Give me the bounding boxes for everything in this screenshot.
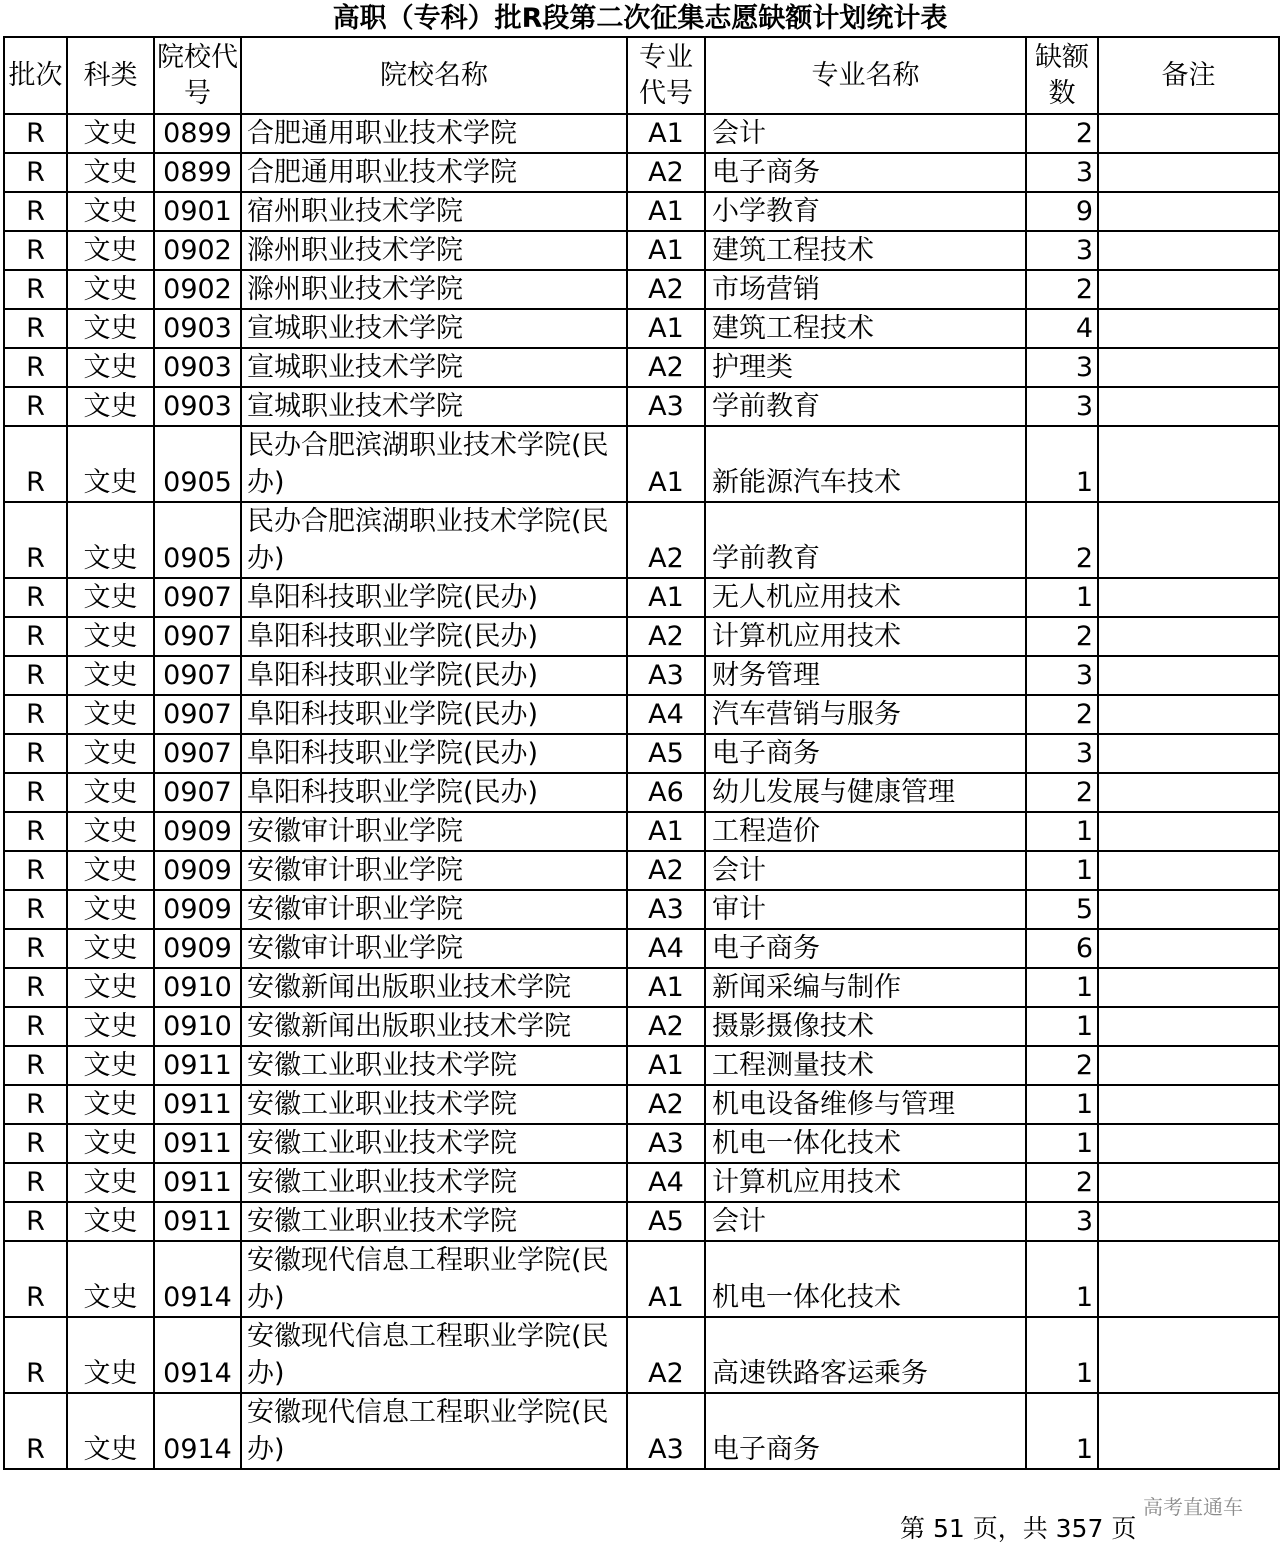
cell-school-code: 0910 <box>154 1007 241 1046</box>
cell-shortfall-count: 3 <box>1026 231 1098 270</box>
cell-category: 文史 <box>67 695 154 734</box>
cell-school-code: 0909 <box>154 929 241 968</box>
cell-shortfall-count: 1 <box>1026 578 1098 617</box>
cell-remarks <box>1098 656 1279 695</box>
cell-batch: R <box>4 1241 67 1317</box>
cell-category: 文史 <box>67 1202 154 1241</box>
cell-school-name: 宿州职业技术学院 <box>241 192 627 231</box>
cell-batch: R <box>4 426 67 502</box>
cell-shortfall-count: 1 <box>1026 851 1098 890</box>
cell-school-name: 阜阳科技职业学院(民办) <box>241 617 627 656</box>
cell-school-code: 0903 <box>154 387 241 426</box>
cell-major-code: A3 <box>627 656 705 695</box>
page-number: 第 51 页，共 357 页 <box>900 1514 1137 1543</box>
cell-category: 文史 <box>67 656 154 695</box>
cell-remarks <box>1098 1163 1279 1202</box>
cell-remarks <box>1098 812 1279 851</box>
cell-major-code: A1 <box>627 812 705 851</box>
cell-category: 文史 <box>67 812 154 851</box>
table-row <box>4 1163 1279 1202</box>
cell-major-name: 学前教育 <box>705 387 1026 426</box>
cell-school-name: 阜阳科技职业学院(民办) <box>241 734 627 773</box>
cell-shortfall-count: 1 <box>1026 1007 1098 1046</box>
cell-school-name: 安徽审计职业学院 <box>241 851 627 890</box>
cell-category: 文史 <box>67 1393 154 1469</box>
cell-school-name: 阜阳科技职业学院(民办) <box>241 656 627 695</box>
cell-batch: R <box>4 968 67 1007</box>
cell-shortfall-count: 3 <box>1026 348 1098 387</box>
cell-school-code: 0911 <box>154 1124 241 1163</box>
cell-major-code: A1 <box>627 309 705 348</box>
cell-category: 文史 <box>67 734 154 773</box>
cell-major-name: 护理类 <box>705 348 1026 387</box>
cell-school-code: 0903 <box>154 348 241 387</box>
header-major-name: 专业名称 <box>705 37 1026 114</box>
cell-batch: R <box>4 1317 67 1393</box>
cell-category: 文史 <box>67 890 154 929</box>
cell-shortfall-count: 4 <box>1026 309 1098 348</box>
cell-major-code: A1 <box>627 968 705 1007</box>
cell-major-name: 摄影摄像技术 <box>705 1007 1026 1046</box>
table-row <box>4 1124 1279 1163</box>
cell-remarks <box>1098 890 1279 929</box>
cell-remarks <box>1098 348 1279 387</box>
cell-category: 文史 <box>67 929 154 968</box>
cell-major-name: 建筑工程技术 <box>705 309 1026 348</box>
cell-category: 文史 <box>67 502 154 578</box>
cell-school-name: 滁州职业技术学院 <box>241 270 627 309</box>
cell-remarks <box>1098 1046 1279 1085</box>
table-row <box>4 968 1279 1007</box>
cell-shortfall-count: 9 <box>1026 192 1098 231</box>
cell-major-name: 市场营销 <box>705 270 1026 309</box>
cell-major-code: A3 <box>627 1393 705 1469</box>
cell-batch: R <box>4 734 67 773</box>
cell-major-code: A5 <box>627 734 705 773</box>
table-row <box>4 1046 1279 1085</box>
cell-school-name: 安徽新闻出版职业技术学院 <box>241 1007 627 1046</box>
cell-batch: R <box>4 695 67 734</box>
cell-major-code: A1 <box>627 426 705 502</box>
cell-school-code: 0907 <box>154 734 241 773</box>
cell-school-code: 0909 <box>154 890 241 929</box>
cell-batch: R <box>4 231 67 270</box>
table-row <box>4 114 1279 153</box>
cell-major-name: 无人机应用技术 <box>705 578 1026 617</box>
cell-major-code: A3 <box>627 1124 705 1163</box>
cell-shortfall-count: 1 <box>1026 968 1098 1007</box>
cell-school-name: 宣城职业技术学院 <box>241 387 627 426</box>
cell-remarks <box>1098 617 1279 656</box>
cell-school-name: 滁州职业技术学院 <box>241 231 627 270</box>
cell-batch: R <box>4 773 67 812</box>
cell-shortfall-count: 5 <box>1026 890 1098 929</box>
cell-major-code: A2 <box>627 1317 705 1393</box>
cell-school-code: 0911 <box>154 1202 241 1241</box>
cell-remarks <box>1098 1317 1279 1393</box>
cell-category: 文史 <box>67 1085 154 1124</box>
cell-category: 文史 <box>67 968 154 1007</box>
table-row <box>4 153 1279 192</box>
cell-category: 文史 <box>67 114 154 153</box>
cell-batch: R <box>4 153 67 192</box>
cell-major-code: A3 <box>627 890 705 929</box>
cell-major-code: A2 <box>627 851 705 890</box>
cell-major-name: 电子商务 <box>705 734 1026 773</box>
cell-major-name: 新闻采编与制作 <box>705 968 1026 1007</box>
cell-remarks <box>1098 734 1279 773</box>
cell-category: 文史 <box>67 309 154 348</box>
cell-major-code: A2 <box>627 270 705 309</box>
cell-remarks <box>1098 192 1279 231</box>
cell-category: 文史 <box>67 1046 154 1085</box>
cell-school-code: 0914 <box>154 1317 241 1393</box>
cell-remarks <box>1098 851 1279 890</box>
cell-school-name: 安徽工业职业技术学院 <box>241 1202 627 1241</box>
table-row <box>4 890 1279 929</box>
cell-major-code: A2 <box>627 502 705 578</box>
cell-category: 文史 <box>67 387 154 426</box>
cell-category: 文史 <box>67 153 154 192</box>
cell-major-code: A1 <box>627 1046 705 1085</box>
cell-batch: R <box>4 890 67 929</box>
cell-school-code: 0907 <box>154 617 241 656</box>
cell-school-name: 安徽新闻出版职业技术学院 <box>241 968 627 1007</box>
table-row <box>4 387 1279 426</box>
cell-school-code: 0907 <box>154 773 241 812</box>
cell-remarks <box>1098 309 1279 348</box>
table-row <box>4 617 1279 656</box>
cell-school-code: 0914 <box>154 1241 241 1317</box>
cell-shortfall-count: 3 <box>1026 734 1098 773</box>
cell-batch: R <box>4 114 67 153</box>
cell-major-code: A1 <box>627 1241 705 1317</box>
cell-shortfall-count: 2 <box>1026 1046 1098 1085</box>
cell-shortfall-count: 2 <box>1026 270 1098 309</box>
cell-school-code: 0909 <box>154 812 241 851</box>
cell-major-code: A1 <box>627 578 705 617</box>
cell-category: 文史 <box>67 1241 154 1317</box>
cell-category: 文史 <box>67 617 154 656</box>
cell-shortfall-count: 1 <box>1026 1393 1098 1469</box>
cell-major-name: 高速铁路客运乘务 <box>705 1317 1026 1393</box>
header-shortfall-count: 缺额数 <box>1026 37 1098 114</box>
cell-batch: R <box>4 309 67 348</box>
cell-major-name: 电子商务 <box>705 153 1026 192</box>
table-row <box>4 1241 1279 1317</box>
cell-major-name: 财务管理 <box>705 656 1026 695</box>
cell-remarks <box>1098 426 1279 502</box>
cell-remarks <box>1098 929 1279 968</box>
cell-school-name: 宣城职业技术学院 <box>241 348 627 387</box>
cell-major-name: 会计 <box>705 1202 1026 1241</box>
cell-major-name: 汽车营销与服务 <box>705 695 1026 734</box>
cell-school-code: 0907 <box>154 578 241 617</box>
cell-remarks <box>1098 968 1279 1007</box>
cell-major-code: A1 <box>627 192 705 231</box>
cell-batch: R <box>4 270 67 309</box>
cell-batch: R <box>4 656 67 695</box>
cell-batch: R <box>4 1163 67 1202</box>
header-school-code: 院校代号 <box>154 37 241 114</box>
cell-major-name: 幼儿发展与健康管理 <box>705 773 1026 812</box>
document-title: 高职（专科）批R段第二次征集志愿缺额计划统计表 <box>332 3 948 34</box>
table-row <box>4 1085 1279 1124</box>
table-row <box>4 426 1279 502</box>
cell-batch: R <box>4 348 67 387</box>
cell-major-name: 新能源汽车技术 <box>705 426 1026 502</box>
cell-major-name: 机电设备维修与管理 <box>705 1085 1026 1124</box>
cell-category: 文史 <box>67 773 154 812</box>
header-category: 科类 <box>67 37 154 114</box>
cell-school-name: 安徽审计职业学院 <box>241 812 627 851</box>
cell-shortfall-count: 2 <box>1026 773 1098 812</box>
cell-batch: R <box>4 851 67 890</box>
table-row <box>4 192 1279 231</box>
table-row <box>4 695 1279 734</box>
cell-school-code: 0901 <box>154 192 241 231</box>
cell-major-code: A4 <box>627 695 705 734</box>
cell-school-code: 0902 <box>154 270 241 309</box>
cell-batch: R <box>4 578 67 617</box>
table-row <box>4 656 1279 695</box>
cell-major-name: 工程测量技术 <box>705 1046 1026 1085</box>
cell-remarks <box>1098 1124 1279 1163</box>
header-batch: 批次 <box>4 37 67 114</box>
cell-remarks <box>1098 773 1279 812</box>
table-row <box>4 1317 1279 1393</box>
cell-school-code: 0914 <box>154 1393 241 1469</box>
cell-school-code: 0903 <box>154 309 241 348</box>
cell-school-code: 0907 <box>154 695 241 734</box>
cell-shortfall-count: 1 <box>1026 1124 1098 1163</box>
cell-category: 文史 <box>67 1317 154 1393</box>
cell-remarks <box>1098 114 1279 153</box>
cell-school-code: 0905 <box>154 426 241 502</box>
table-row <box>4 929 1279 968</box>
cell-shortfall-count: 1 <box>1026 1241 1098 1317</box>
cell-category: 文史 <box>67 192 154 231</box>
cell-remarks <box>1098 1085 1279 1124</box>
cell-shortfall-count: 2 <box>1026 502 1098 578</box>
cell-batch: R <box>4 1124 67 1163</box>
cell-major-code: A2 <box>627 617 705 656</box>
cell-shortfall-count: 3 <box>1026 387 1098 426</box>
table-row <box>4 812 1279 851</box>
cell-batch: R <box>4 1007 67 1046</box>
cell-batch: R <box>4 929 67 968</box>
cell-school-name: 民办合肥滨湖职业技术学院(民办) <box>241 502 627 578</box>
header-major-code: 专业代号 <box>627 37 705 114</box>
table-row <box>4 1007 1279 1046</box>
cell-batch: R <box>4 1085 67 1124</box>
watermark-text: 高考直通车 <box>1143 1495 1243 1519</box>
table-row <box>4 502 1279 578</box>
cell-school-code: 0911 <box>154 1046 241 1085</box>
cell-batch: R <box>4 1202 67 1241</box>
cell-batch: R <box>4 387 67 426</box>
cell-school-name: 安徽现代信息工程职业学院(民办) <box>241 1241 627 1317</box>
cell-major-code: A2 <box>627 1085 705 1124</box>
cell-remarks <box>1098 1241 1279 1317</box>
table-row <box>4 734 1279 773</box>
cell-major-name: 工程造价 <box>705 812 1026 851</box>
cell-shortfall-count: 2 <box>1026 617 1098 656</box>
cell-category: 文史 <box>67 1163 154 1202</box>
cell-major-code: A4 <box>627 929 705 968</box>
header-school-name: 院校名称 <box>241 37 627 114</box>
cell-school-name: 宣城职业技术学院 <box>241 309 627 348</box>
table-row <box>4 270 1279 309</box>
cell-school-name: 民办合肥滨湖职业技术学院(民办) <box>241 426 627 502</box>
cell-shortfall-count: 2 <box>1026 1163 1098 1202</box>
cell-school-code: 0905 <box>154 502 241 578</box>
cell-major-name: 建筑工程技术 <box>705 231 1026 270</box>
cell-major-name: 计算机应用技术 <box>705 1163 1026 1202</box>
cell-category: 文史 <box>67 348 154 387</box>
cell-remarks <box>1098 578 1279 617</box>
cell-major-code: A2 <box>627 1007 705 1046</box>
cell-major-name: 电子商务 <box>705 929 1026 968</box>
table-row <box>4 309 1279 348</box>
table-row <box>4 231 1279 270</box>
cell-major-code: A3 <box>627 387 705 426</box>
cell-major-name: 计算机应用技术 <box>705 617 1026 656</box>
cell-major-code: A2 <box>627 153 705 192</box>
cell-remarks <box>1098 270 1279 309</box>
cell-shortfall-count: 2 <box>1026 114 1098 153</box>
cell-batch: R <box>4 1046 67 1085</box>
cell-school-name: 阜阳科技职业学院(民办) <box>241 695 627 734</box>
cell-remarks <box>1098 695 1279 734</box>
cell-batch: R <box>4 1393 67 1469</box>
cell-school-name: 合肥通用职业技术学院 <box>241 153 627 192</box>
cell-category: 文史 <box>67 1124 154 1163</box>
table-header-row <box>4 37 1279 114</box>
cell-school-name: 阜阳科技职业学院(民办) <box>241 578 627 617</box>
cell-batch: R <box>4 192 67 231</box>
cell-school-name: 安徽工业职业技术学院 <box>241 1163 627 1202</box>
cell-shortfall-count: 1 <box>1026 812 1098 851</box>
cell-major-code: A5 <box>627 1202 705 1241</box>
cell-school-code: 0899 <box>154 153 241 192</box>
cell-school-code: 0911 <box>154 1085 241 1124</box>
cell-major-name: 机电一体化技术 <box>705 1124 1026 1163</box>
cell-school-name: 合肥通用职业技术学院 <box>241 114 627 153</box>
cell-remarks <box>1098 387 1279 426</box>
cell-major-code: A1 <box>627 231 705 270</box>
cell-major-name: 会计 <box>705 851 1026 890</box>
cell-major-name: 小学教育 <box>705 192 1026 231</box>
cell-batch: R <box>4 617 67 656</box>
cell-school-name: 安徽审计职业学院 <box>241 929 627 968</box>
table-body <box>4 114 1279 1469</box>
cell-category: 文史 <box>67 578 154 617</box>
table-row <box>4 348 1279 387</box>
cell-school-code: 0910 <box>154 968 241 1007</box>
cell-school-name: 安徽现代信息工程职业学院(民办) <box>241 1393 627 1469</box>
cell-school-name: 阜阳科技职业学院(民办) <box>241 773 627 812</box>
table-row <box>4 1202 1279 1241</box>
cell-school-name: 安徽工业职业技术学院 <box>241 1124 627 1163</box>
cell-batch: R <box>4 502 67 578</box>
cell-major-code: A2 <box>627 348 705 387</box>
cell-major-code: A6 <box>627 773 705 812</box>
cell-batch: R <box>4 812 67 851</box>
cell-shortfall-count: 6 <box>1026 929 1098 968</box>
cell-category: 文史 <box>67 270 154 309</box>
cell-shortfall-count: 3 <box>1026 1202 1098 1241</box>
cell-remarks <box>1098 231 1279 270</box>
cell-major-name: 电子商务 <box>705 1393 1026 1469</box>
table-row <box>4 773 1279 812</box>
cell-major-code: A1 <box>627 114 705 153</box>
cell-remarks <box>1098 1202 1279 1241</box>
cell-shortfall-count: 1 <box>1026 1317 1098 1393</box>
cell-school-code: 0899 <box>154 114 241 153</box>
cell-remarks <box>1098 1393 1279 1469</box>
cell-major-code: A4 <box>627 1163 705 1202</box>
table-row <box>4 1393 1279 1469</box>
cell-major-name: 学前教育 <box>705 502 1026 578</box>
shortfall-plan-table <box>3 36 1280 1470</box>
cell-category: 文史 <box>67 851 154 890</box>
header-remarks: 备注 <box>1098 37 1279 114</box>
cell-category: 文史 <box>67 426 154 502</box>
cell-shortfall-count: 2 <box>1026 695 1098 734</box>
table-row <box>4 578 1279 617</box>
cell-school-code: 0911 <box>154 1163 241 1202</box>
cell-major-name: 审计 <box>705 890 1026 929</box>
cell-remarks <box>1098 153 1279 192</box>
cell-shortfall-count: 3 <box>1026 656 1098 695</box>
cell-remarks <box>1098 1007 1279 1046</box>
cell-school-code: 0902 <box>154 231 241 270</box>
cell-category: 文史 <box>67 231 154 270</box>
cell-school-name: 安徽工业职业技术学院 <box>241 1046 627 1085</box>
cell-school-code: 0909 <box>154 851 241 890</box>
cell-shortfall-count: 3 <box>1026 153 1098 192</box>
cell-school-name: 安徽审计职业学院 <box>241 890 627 929</box>
cell-school-code: 0907 <box>154 656 241 695</box>
cell-major-name: 机电一体化技术 <box>705 1241 1026 1317</box>
cell-shortfall-count: 1 <box>1026 1085 1098 1124</box>
cell-shortfall-count: 1 <box>1026 426 1098 502</box>
cell-remarks <box>1098 502 1279 578</box>
cell-major-name: 会计 <box>705 114 1026 153</box>
cell-category: 文史 <box>67 1007 154 1046</box>
cell-school-name: 安徽工业职业技术学院 <box>241 1085 627 1124</box>
cell-school-name: 安徽现代信息工程职业学院(民办) <box>241 1317 627 1393</box>
table-row <box>4 851 1279 890</box>
